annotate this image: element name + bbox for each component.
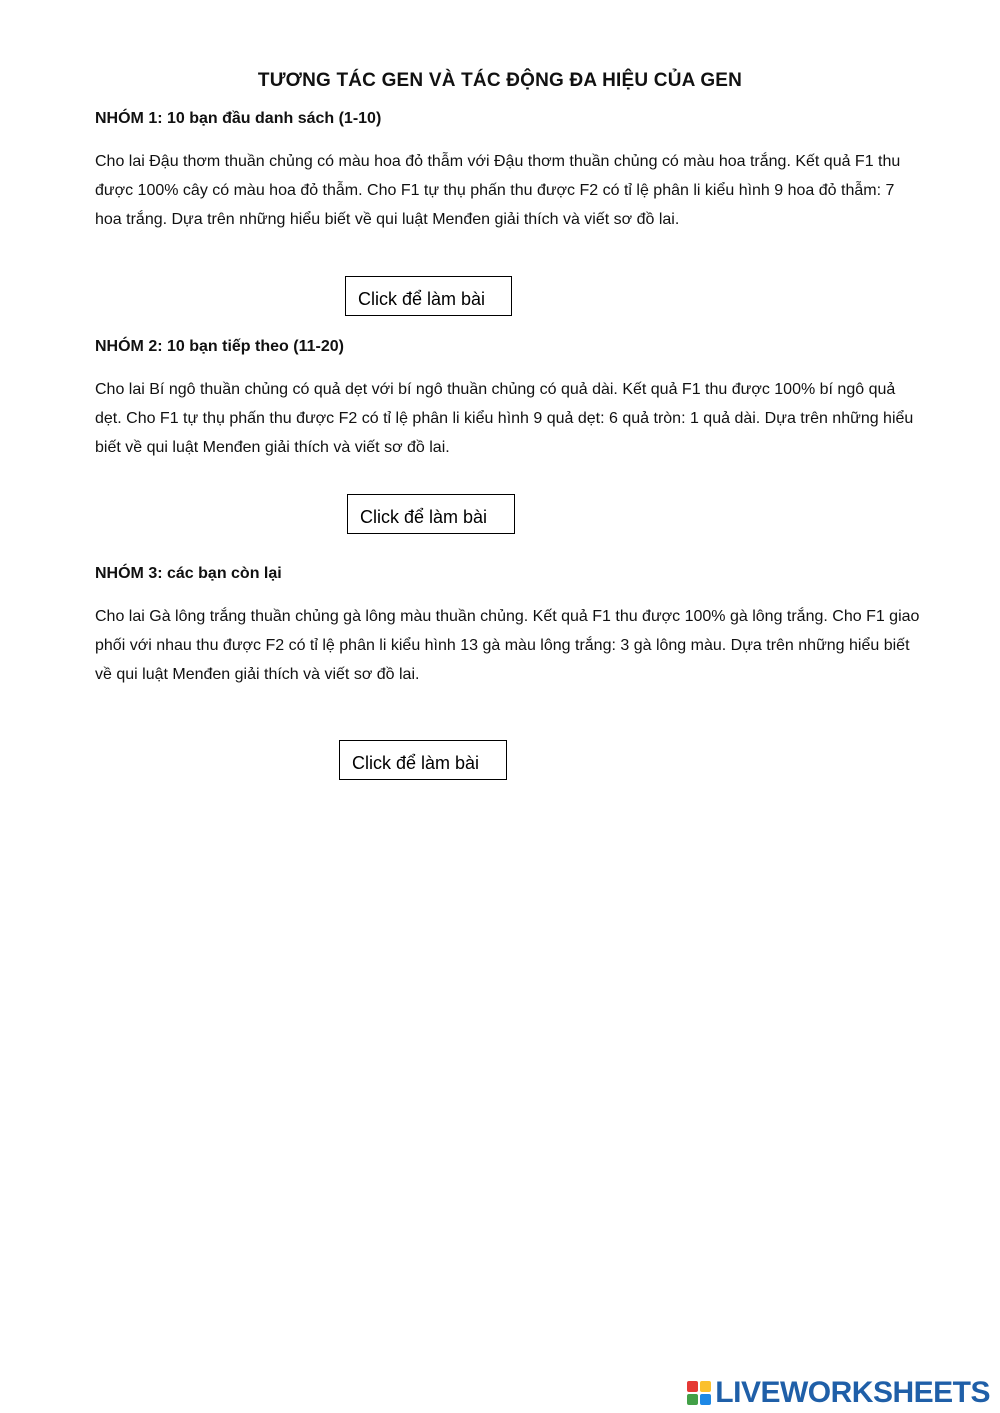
group-3-start-button[interactable]: Click để làm bài xyxy=(339,740,507,780)
liveworksheets-logo xyxy=(687,1377,990,1409)
liveworksheets-wordmark: LIVEWORKSHEETS xyxy=(715,1376,990,1409)
group-3-text: Cho lai Gà lông trắng thuần chủng gà lông màu thuần chủng. Kết quả F1 thu được 100% gà lông trắng. Cho F1 giao phối với nhau thu được F2 có tỉ lệ phân li kiểu hình 13 gà màu lông trắng: 3 gà lông màu. Dựa trên những hiểu biết về qui luật Menđen giải thích và viết sơ đồ lai. xyxy=(95,608,920,683)
group-3-heading: NHÓM 3: các bạn còn lại xyxy=(95,565,282,582)
group-1-start-button[interactable]: Click để làm bài xyxy=(345,276,512,316)
page-title: TƯƠNG TÁC GEN VÀ TÁC ĐỘNG ĐA HIỆU CỦA GEN xyxy=(257,70,743,91)
group-1-text: Cho lai Đậu thơm thuần chủng có màu hoa đỏ thẫm với Đậu thơm thuần chủng có màu hoa trắng. Kết quả F1 thu được 100% cây có màu hoa đỏ thẫm. Cho F1 tự thụ phấn thu được F2 có tỉ lệ phân li kiểu hình 9 hoa đỏ thẫm: 7 hoa trắng. Dựa trên những hiểu biết về qui luật Menđen giải thích và viết sơ đồ lai. xyxy=(95,153,901,228)
group-2-heading: NHÓM 2: 10 bạn tiếp theo (11-20) xyxy=(95,338,344,355)
group-2-start-button[interactable]: Click để làm bài xyxy=(347,494,515,534)
group-1-heading: NHÓM 1: 10 bạn đầu danh sách (1-10) xyxy=(95,110,382,127)
liveworksheets-mark-icon xyxy=(687,1381,711,1405)
group-2-text: Cho lai Bí ngô thuần chủng có quả dẹt với bí ngô thuần chủng có quả dài. Kết quả F1 thu được 100% bí ngô quả dẹt. Cho F1 tự thụ phấn thu được F2 có tỉ lệ phân li kiểu hình 9 quả dẹt: 6 quả tròn: 1 quả dài. Dựa trên những hiểu biết về qui luật Menđen giải thích và viết sơ đồ lai. xyxy=(95,381,914,456)
